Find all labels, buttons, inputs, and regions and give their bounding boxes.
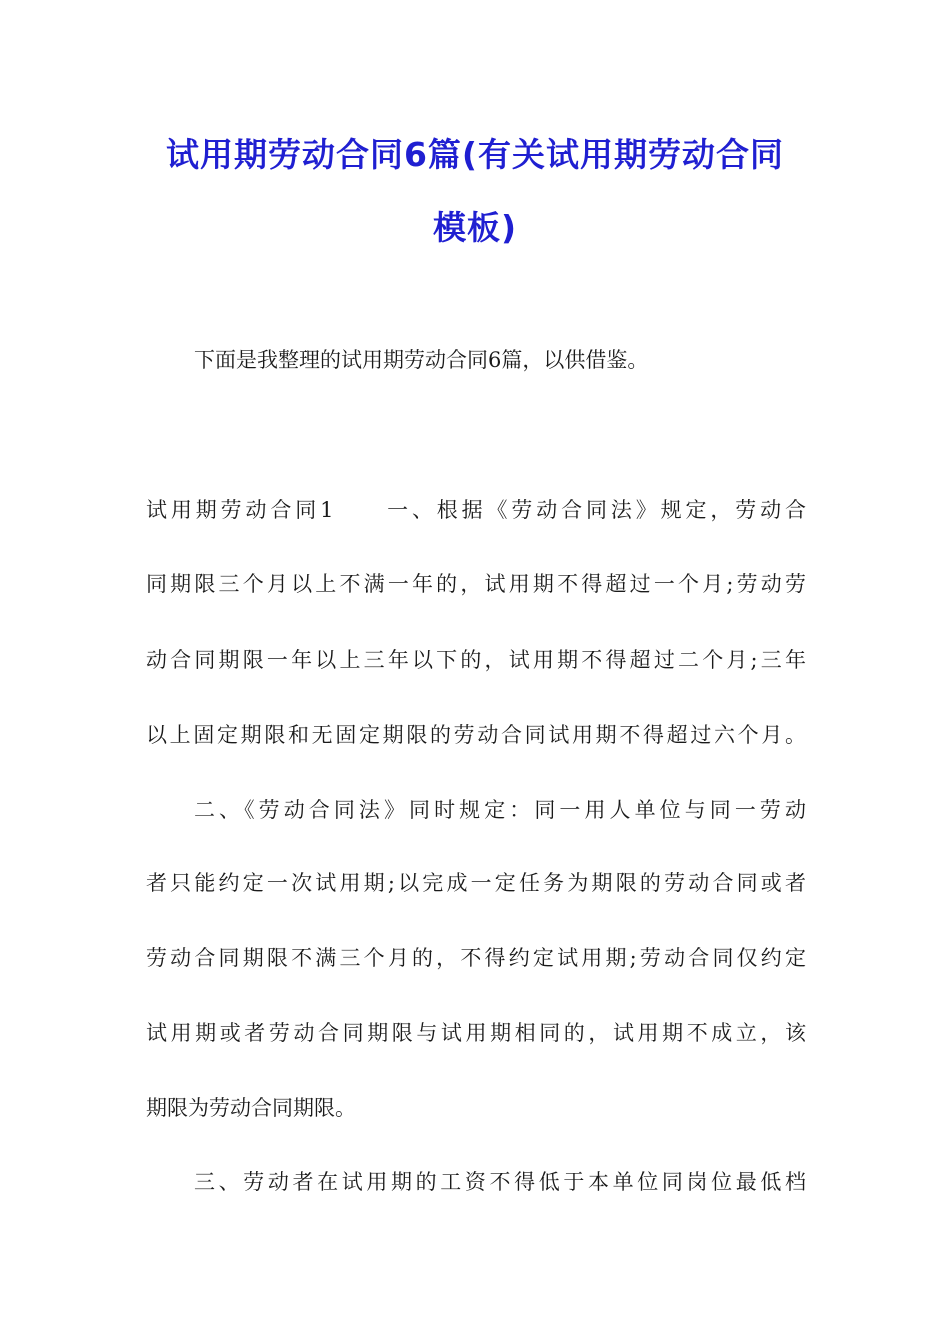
- body-line: 试用期或者劳动合同期限与试用期相同的，试用期不成立，该: [146, 1021, 806, 1045]
- intro-paragraph: 下面是我整理的试用期劳动合同6篇，以供借鉴。: [194, 348, 649, 372]
- document-title-line-2: 模板): [432, 208, 518, 247]
- body-line: 期限为劳动合同期限。: [146, 1096, 356, 1120]
- body-line: 二、《劳动合同法》同时规定：同一用人单位与同一劳动: [194, 798, 806, 822]
- body-line: 试用期劳动合同1 一、根据《劳动合同法》规定，劳动合: [146, 498, 806, 522]
- body-line: 动合同期限一年以上三年以下的，试用期不得超过二个月;三年: [146, 648, 806, 672]
- body-line: 同期限三个月以上不满一年的，试用期不得超过一个月;劳动劳: [146, 572, 806, 596]
- body-line: 者只能约定一次试用期;以完成一定任务为期限的劳动合同或者: [146, 871, 806, 895]
- body-line: 以上固定期限和无固定期限的劳动合同试用期不得超过六个月。: [146, 723, 806, 747]
- body-line: 三、劳动者在试用期的工资不得低于本单位同岗位最低档: [194, 1170, 806, 1194]
- body-line: 劳动合同期限不满三个月的，不得约定试用期;劳动合同仅约定: [146, 946, 806, 970]
- document-title-line-1: 试用期劳动合同6篇(有关试用期劳动合同: [165, 135, 785, 174]
